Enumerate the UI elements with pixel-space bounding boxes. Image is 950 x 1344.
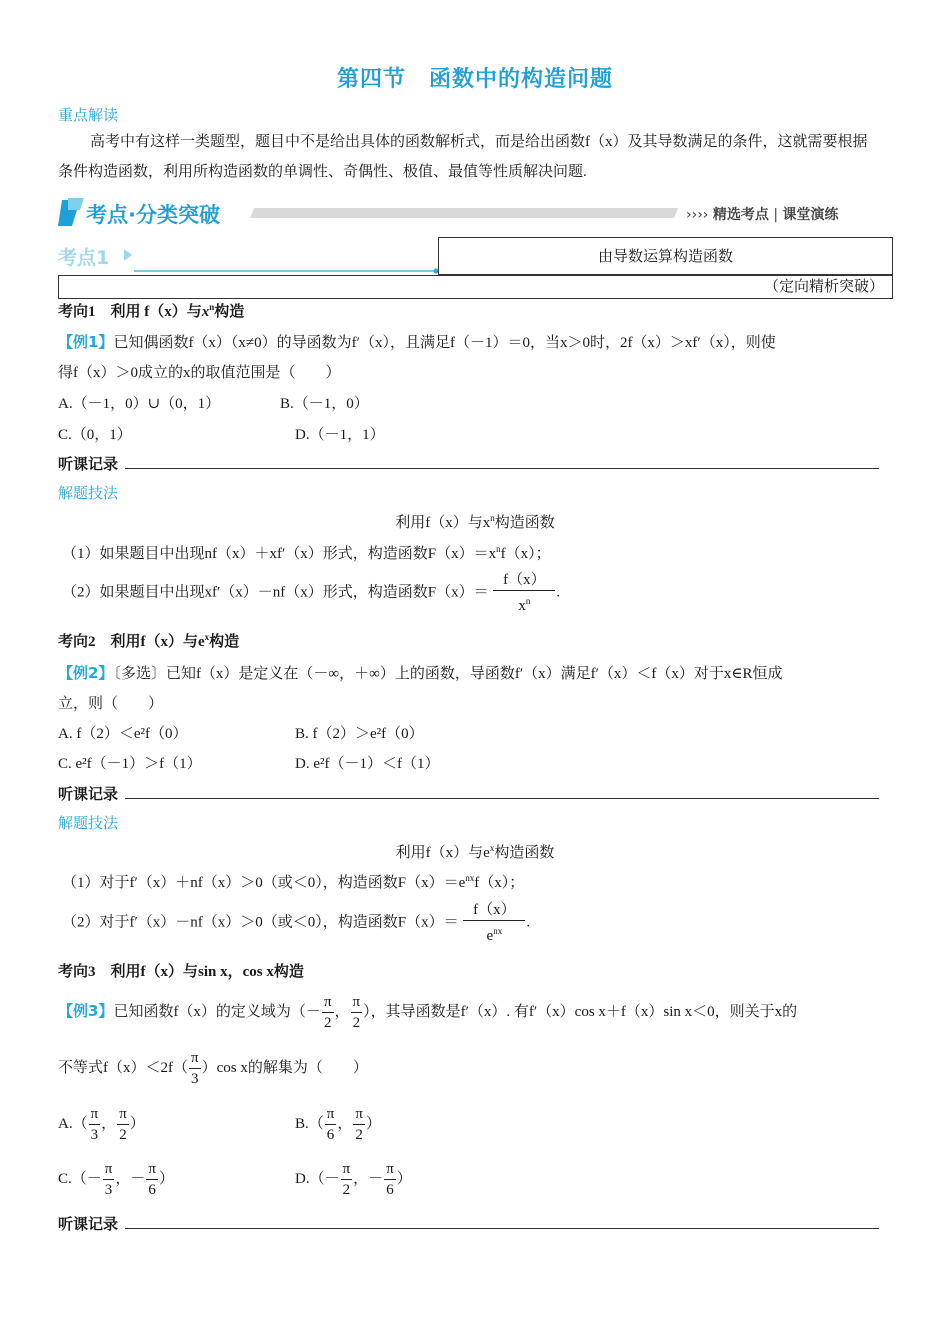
m1-title-sup: n xyxy=(490,513,495,523)
frac-den: 3 xyxy=(90,1127,99,1143)
fraction xyxy=(341,1159,353,1200)
fraction xyxy=(353,1104,365,1145)
listen-label-1: 听课记录 xyxy=(58,457,119,473)
m2-r1b: f（x）； xyxy=(474,875,525,891)
ex3-line2 xyxy=(58,1048,368,1089)
frac-den: 3 xyxy=(104,1182,113,1198)
kaodian-arrow xyxy=(122,247,442,275)
key-reading-label: 重点解读 xyxy=(58,108,119,124)
dir1-x: x xyxy=(201,304,210,320)
kaodian-sub: （定向精析突破） xyxy=(763,279,884,295)
close: ） xyxy=(129,1115,145,1132)
method1-rule2 xyxy=(62,570,560,616)
section-banner xyxy=(58,196,893,230)
comma: ， xyxy=(334,1003,350,1020)
m2-r1-sup: nx xyxy=(465,873,475,883)
frac-num: π xyxy=(353,1104,365,1125)
frac-den: 3 xyxy=(191,1071,199,1087)
method1-rule1 xyxy=(62,542,551,563)
close: ） xyxy=(396,1170,412,1187)
ex3-l2b: ）cos x的解集为（ ） xyxy=(201,1059,368,1076)
ex1-option-a: A.（－1，0）∪（0，1） xyxy=(58,396,221,412)
m2-den-sup: nx xyxy=(493,926,503,936)
method2-rule1 xyxy=(62,871,524,892)
m1-num: f（x） xyxy=(493,570,555,591)
m1-den-wrap xyxy=(493,591,555,616)
ex1-line2: 得f（x）＞0成立的x的取值范围是（ ） xyxy=(58,365,341,381)
banner-right-b: 课堂演练 xyxy=(782,207,839,223)
dir1-tail: 构造 xyxy=(214,304,245,320)
dir2-sup: x xyxy=(204,632,210,642)
frac-num: π xyxy=(325,1104,337,1125)
frac-den: 2 xyxy=(352,1015,361,1031)
comma: ，－ xyxy=(353,1170,384,1187)
m1-title-b: 构造函数 xyxy=(494,515,555,531)
dir1-label: 考向1 利用 xyxy=(58,304,141,320)
kaodian-sub-box xyxy=(58,275,893,299)
fraction xyxy=(325,1104,337,1145)
m1-r1b: f（x）； xyxy=(500,546,551,562)
opt-prefix: D.（－ xyxy=(295,1170,340,1187)
close: ） xyxy=(365,1115,381,1132)
m2-den: e xyxy=(486,928,494,944)
ex3-option-c xyxy=(58,1159,174,1200)
m1-r1-sup: n xyxy=(496,544,501,554)
m2-num: f（x） xyxy=(463,900,525,921)
method2-rule2 xyxy=(62,900,530,946)
comma: ， xyxy=(101,1115,117,1132)
frac-den: 2 xyxy=(355,1127,363,1143)
key-reading-text: 高考中有这样一类题型，题目中不是给出具体的函数解析式，而是给出函数f（x）及其导数满足的条件，这就需要根据条件构造函数，利用所构造函数的单调性、奇偶性、极值、最值等性质解决问题. xyxy=(58,134,868,180)
dir1-n: n xyxy=(209,302,215,312)
ex3-tag: 【例3】 xyxy=(58,1001,114,1020)
frac-num: π xyxy=(146,1159,158,1180)
frac-den: 6 xyxy=(148,1182,156,1198)
kaodian-badge: 考点1 xyxy=(58,247,110,269)
dir2-text: 考向2 利用f（x）与e xyxy=(58,634,205,650)
frac-num: π xyxy=(117,1104,129,1125)
ex2-option-a: A. f（2）＜e²f（0） xyxy=(58,726,188,742)
fraction xyxy=(384,1159,396,1200)
direction-1 xyxy=(58,300,244,321)
fraction xyxy=(117,1104,129,1145)
m2-end: . xyxy=(526,914,531,931)
m1-den-sup: n xyxy=(525,596,531,606)
ex2-option-b: B. f（2）＞e²f（0） xyxy=(295,726,424,742)
ex3-l1a: 已知函数f（x）的定义域为（－ xyxy=(113,1003,321,1020)
m1-title-a: 利用f（x）与x xyxy=(395,515,491,531)
comma: ，－ xyxy=(115,1170,146,1187)
dir1-f: f（x）与 xyxy=(144,304,202,320)
dir2-tail: 构造 xyxy=(209,634,240,650)
direction-2 xyxy=(58,630,239,651)
kaodian-block xyxy=(58,237,893,299)
m2-den-wrap xyxy=(463,921,525,946)
frac-den: 2 xyxy=(323,1015,332,1031)
ex2-line2: 立，则（ ） xyxy=(58,696,164,712)
ex1-line1-text: 已知偶函数f（x）（x≠0）的导函数为f′（x），且满足f（－1）＝0，当x＞0时，2f（x）＞xf′（x），则使 xyxy=(113,335,776,351)
comma: ， xyxy=(337,1115,353,1132)
listen-line-1[interactable] xyxy=(125,452,879,469)
listen-line-2[interactable] xyxy=(125,782,879,799)
ex2-option-c: C. e²f（－1）＞f（1） xyxy=(58,756,202,772)
banner-arrows: ›››› xyxy=(686,207,709,223)
ex3-frac-pi3 xyxy=(189,1048,201,1089)
ex1-tag: 【例1】 xyxy=(58,333,114,351)
m1-den: x xyxy=(518,598,526,614)
ex1-option-c: C.（0，1） xyxy=(58,427,132,443)
m2-title-b: 构造函数 xyxy=(494,845,555,861)
m1-r1: （1）如果题目中出现nf（x）＋xf′（x）形式，构造函数F（x）＝x xyxy=(62,546,497,562)
m1-fraction xyxy=(493,570,555,616)
m2-fraction xyxy=(463,900,525,946)
kaodian-title: 由导数运算构造函数 xyxy=(438,237,893,275)
banner-right xyxy=(686,204,838,224)
m1-r2: （2）如果题目中出现xf′（x）－nf（x）形式，构造函数F（x）＝ xyxy=(62,584,489,601)
ex1-option-d: D.（－1，1） xyxy=(295,427,385,443)
ex3-l1b: ），其导函数是f′（x）. 有f′（x）cos x＋f（x）sin x＜0，则关于x的 xyxy=(363,1003,798,1020)
ex2-line1-text: 〔多选〕已知f（x）是定义在（－∞，＋∞）上的函数，导函数f′（x）满足f′（x）＜f（x）对于x∈R恒成 xyxy=(113,666,783,682)
method-label-2: 解题技法 xyxy=(58,816,119,832)
frac-num: π xyxy=(89,1104,101,1125)
frac-den: 2 xyxy=(119,1127,127,1143)
listen-line-3[interactable] xyxy=(125,1212,879,1229)
method1-title xyxy=(0,511,950,532)
frac-den: 6 xyxy=(386,1182,394,1198)
listen-label-3: 听课记录 xyxy=(58,1217,119,1233)
frac-num: π xyxy=(103,1159,115,1180)
fraction xyxy=(89,1104,101,1145)
direction-3: 考向3 利用f（x）与sin x，cos x构造 xyxy=(58,964,304,980)
method2-title xyxy=(0,841,950,862)
page-title: 第四节 函数中的构造问题 xyxy=(336,67,613,92)
ex3-l2a: 不等式f（x）＜2f（ xyxy=(58,1059,188,1076)
listen-label-2: 听课记录 xyxy=(58,787,119,803)
frac-num: π xyxy=(189,1048,201,1069)
m2-title-a: 利用f（x）与e xyxy=(395,845,490,861)
ex3-option-a xyxy=(58,1104,145,1145)
fraction xyxy=(103,1159,115,1200)
method-label-1: 解题技法 xyxy=(58,486,119,502)
ex3-frac-pi2-a xyxy=(322,992,334,1033)
opt-prefix: A.（ xyxy=(58,1115,88,1132)
banner-sep: | xyxy=(773,207,779,223)
ex3-frac-pi2-b xyxy=(351,992,363,1033)
m2-title-sup: x xyxy=(489,843,495,853)
frac-num: π xyxy=(351,992,363,1013)
ex3-option-d xyxy=(295,1159,412,1200)
opt-prefix: C.（－ xyxy=(58,1170,102,1187)
m2-r2: （2）对于f′（x）－nf（x）＞0（或＜0），构造函数F（x）＝ xyxy=(62,914,459,931)
frac-num: π xyxy=(384,1159,396,1180)
fraction xyxy=(146,1159,158,1200)
ex2-option-d: D. e²f（－1）＜f（1） xyxy=(295,756,440,772)
ex3-option-b xyxy=(295,1104,381,1145)
m2-r1: （1）对于f′（x）＋nf（x）＞0（或＜0），构造函数F（x）＝e xyxy=(62,875,466,891)
banner-heading: 考点·分类突破 xyxy=(86,203,220,227)
frac-num: π xyxy=(322,992,334,1013)
ex1-line1 xyxy=(58,331,776,352)
ex1-option-b: B.（－1，0） xyxy=(280,396,369,412)
frac-den: 2 xyxy=(342,1182,351,1198)
m1-end: . xyxy=(556,584,561,601)
ex2-line1 xyxy=(58,662,782,683)
close: ） xyxy=(158,1170,174,1187)
frac-num: π xyxy=(341,1159,353,1180)
ex2-tag: 【例2】 xyxy=(58,664,114,682)
frac-den: 6 xyxy=(326,1127,335,1143)
opt-prefix: B.（ xyxy=(295,1115,324,1132)
ex3-line1 xyxy=(58,992,797,1033)
banner-right-a: 精选考点 xyxy=(712,207,769,223)
